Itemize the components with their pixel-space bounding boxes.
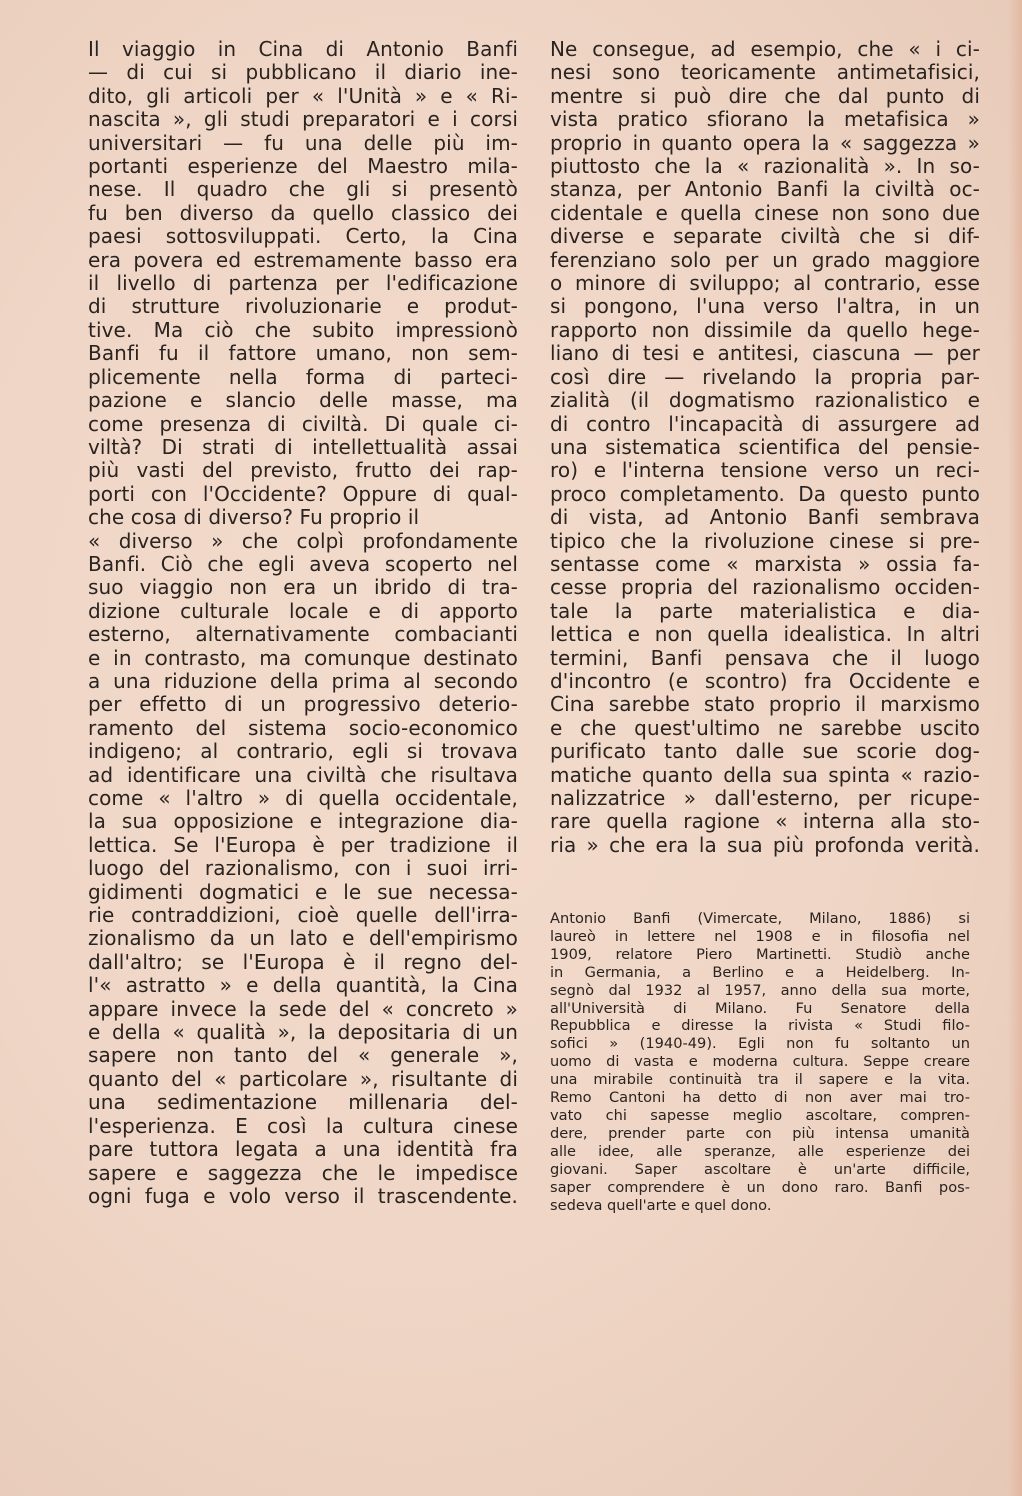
text-line: Ne consegue, ad esempio, che « i ci- [550,37,980,61]
bio-line: in Germania, a Berlino e a Heidelberg. In- [550,963,970,981]
text-line: rapporto non dissimile da quello hege- [550,317,980,342]
text-line: termini, Banfi pensava che il luogo [550,645,980,670]
text-line: tale la parte materialistica e dia- [550,598,980,623]
text-line: ria » che era la sua più profonda verità. [550,832,980,857]
text-line: dito, gli articoli per « l'Unità » e « Ri- [88,83,518,108]
text-line: a una riduzione della prima al secondo [88,668,518,693]
bio-line: vato chi sapesse meglio ascoltare, compren- [550,1106,970,1124]
text-line: gidimenti dogmatici e le sue necessa- [88,879,518,904]
text-line: ramento del sistema socio-economico [88,715,518,740]
text-line: l'« astratto » e della quantità, la Cina [88,973,518,998]
text-line: zionalismo da un lato e dell'empirismo [88,926,518,951]
text-line: rie contraddizioni, cioè quelle dell'irra- [88,903,518,928]
essay-left-column [88,38,518,1208]
text-line: porti con l'Occidente? Oppure di qual- [88,481,518,506]
text-line: di contro l'incapacità di assurgere ad [550,411,980,436]
text-line: una sistematica scientifica del pensie- [550,434,980,459]
text-line: rare quella ragione « interna alla sto- [550,809,980,834]
text-line: nese. Il quadro che gli si presentò [88,177,518,202]
text-line: così dire — rivelando la propria par- [550,364,980,389]
bio-line: Antonio Banfi (Vimercate, Milano, 1886) si [550,910,970,927]
bio-line: Repubblica e diresse la rivista « Studi filo- [550,1017,970,1035]
bio-line: sedeva quell'arte e quel dono. [550,1196,772,1214]
text-line: e della « qualità », la depositaria di un [88,1020,518,1045]
text-line: nalizzatrice » dall'esterno, per ricupe- [550,786,980,810]
text-line: Banfi. Ciò che egli aveva scoperto nel [88,551,518,576]
text-line: portanti esperienze del Maestro mila- [88,154,518,179]
text-line: suo viaggio non era un ibrido di tra- [88,575,518,600]
text-line: zialità (il dogmatismo razionalistico e [550,388,980,413]
text-line: ogni fuga e volo verso il trascendente. [88,1183,518,1208]
essay-right-column [550,38,980,857]
text-line: universitari — fu una delle più im- [88,130,518,155]
text-line: quanto del « particolare », risultante di [88,1066,518,1091]
text-line: liano di tesi e antitesi, ciascuna — per [550,341,980,366]
text-line: plicemente nella forma di parteci- [88,364,518,389]
text-line: dizione culturale locale e di apporto [88,598,518,623]
author-biography [550,910,970,1214]
text-line: ferenziano solo per un grado maggiore [550,247,980,272]
page-edge-shadow [1008,0,1022,1496]
text-line: Banfi fu il fattore umano, non sem- [88,341,518,366]
text-line: mentre si può dire che dal punto di [550,83,980,108]
text-line: stanza, per Antonio Banfi la civiltà oc- [550,177,980,202]
text-line: luogo del razionalismo, con i suoi irri- [88,856,518,881]
text-line: sentasse come « marxista » ossia fa- [550,551,980,576]
bio-line: dere, prender parte con più intensa umanità [550,1124,970,1142]
text-line: era povera ed estremamente basso era [88,247,518,272]
text-line: — di cui si pubblicano il diario ine- [88,60,518,85]
bio-line: Remo Cantoni ha detto di non aver mai tro- [550,1089,970,1107]
text-line: che cosa di diverso? Fu proprio il [88,505,420,530]
text-line: lettica e non quella idealistica. In altri [550,622,980,647]
text-line: vista pratico sfiorano la metafisica » [550,107,980,132]
text-line: appare invece la sede del « concreto » [88,996,518,1021]
text-line: paesi sottosviluppati. Certo, la Cina [88,224,518,249]
text-line: di strutture rivoluzionarie e produt- [88,294,518,319]
text-line: una sedimentazione millenaria del- [88,1090,518,1115]
bio-line: laureò in lettere nel 1908 e in filosofia nel [550,927,970,945]
text-line: si pongono, l'una verso l'altra, in un [550,294,980,319]
text-line: cesse propria del razionalismo occiden- [550,575,980,600]
text-line: dall'altro; se l'Europa è il regno del- [88,949,518,974]
text-line: sapere e saggezza che le impedisce [88,1160,518,1185]
text-line: ro) e l'interna tensione verso un reci- [550,458,980,483]
text-line: o minore di sviluppo; al contrario, esse [550,271,980,296]
text-line: la sua opposizione e integrazione dia- [88,809,518,834]
text-line: esterno, alternativamente combacianti [88,622,518,647]
text-line: Il viaggio in Cina di Antonio Banfi [88,37,518,61]
bio-line: 1909, relatore Piero Martinetti. Studiò anche [550,945,970,963]
bio-line: uomo di vasta e moderna cultura. Seppe creare [550,1053,970,1071]
text-line: piuttosto che la « razionalità ». In so- [550,154,980,179]
text-line: tive. Ma ciò che subito impressionò [88,317,518,342]
text-line: lettica. Se l'Europa è per tradizione il [88,832,518,857]
text-line: proco completamento. Da questo punto [550,481,980,506]
bio-line: all'Università di Milano. Fu Senatore della [550,999,970,1017]
text-line: e in contrasto, ma comunque destinato [88,645,518,670]
text-line: diverse e separate civiltà che si dif- [550,224,980,249]
text-line: viltà? Di strati di intellettualità assai [88,434,518,459]
text-line: sapere non tanto del « generale », [88,1043,518,1068]
text-line: cidentale e quella cinese non sono due [550,200,980,225]
text-line: matiche quanto della sua spinta « razio- [550,762,980,787]
text-line: l'esperienza. E così la cultura cinese [88,1113,518,1138]
text-line: nesi sono teoricamente antimetafisici, [550,60,980,85]
text-line: indigeno; al contrario, egli si trovava [88,739,518,764]
text-line: tipico che la rivoluzione cinese si pre- [550,528,980,553]
text-line: Cina sarebbe stato proprio il marxismo [550,692,980,717]
bio-line: segnò dal 1932 al 1957, anno della sua morte, [550,981,970,999]
text-line: « diverso » che colpì profondamente [88,528,518,553]
bio-line: sofici » (1940-49). Egli non fu soltanto un [550,1035,970,1053]
bio-line: saper comprendere è un dono raro. Banfi pos- [550,1178,970,1196]
bio-line: giovani. Saper ascoltare è un'arte difficile, [550,1160,970,1178]
text-line: fu ben diverso da quello classico dei [88,200,518,225]
text-line: pare tuttora legata a una identità fra [88,1137,518,1162]
text-line: il livello di partenza per l'edificazione [88,271,518,296]
text-line: nascita », gli studi preparatori e i corsi [88,107,518,132]
text-line: e che quest'ultimo ne sarebbe uscito [550,715,980,740]
bio-line: alle idee, alle speranze, alle esperienze dei [550,1142,970,1160]
text-line: come « l'altro » di quella occidentale, [88,786,518,810]
text-line: più vasti del previsto, frutto dei rap- [88,458,518,483]
text-line: purificato tanto dalle sue scorie dog- [550,739,980,764]
bio-line: una mirabile continuità tra il sapere e la vita. [550,1071,970,1089]
text-line: proprio in quanto opera la « saggezza » [550,130,980,155]
text-line: d'incontro (e scontro) fra Occidente e [550,668,980,693]
text-line: di vista, ad Antonio Banfi sembrava [550,505,980,530]
text-line: come presenza di civiltà. Di quale ci- [88,411,518,436]
text-line: ad identificare una civiltà che risultava [88,762,518,787]
text-line: per effetto di un progressivo deterio- [88,692,518,717]
text-line: pazione e slancio delle masse, ma [88,388,518,413]
